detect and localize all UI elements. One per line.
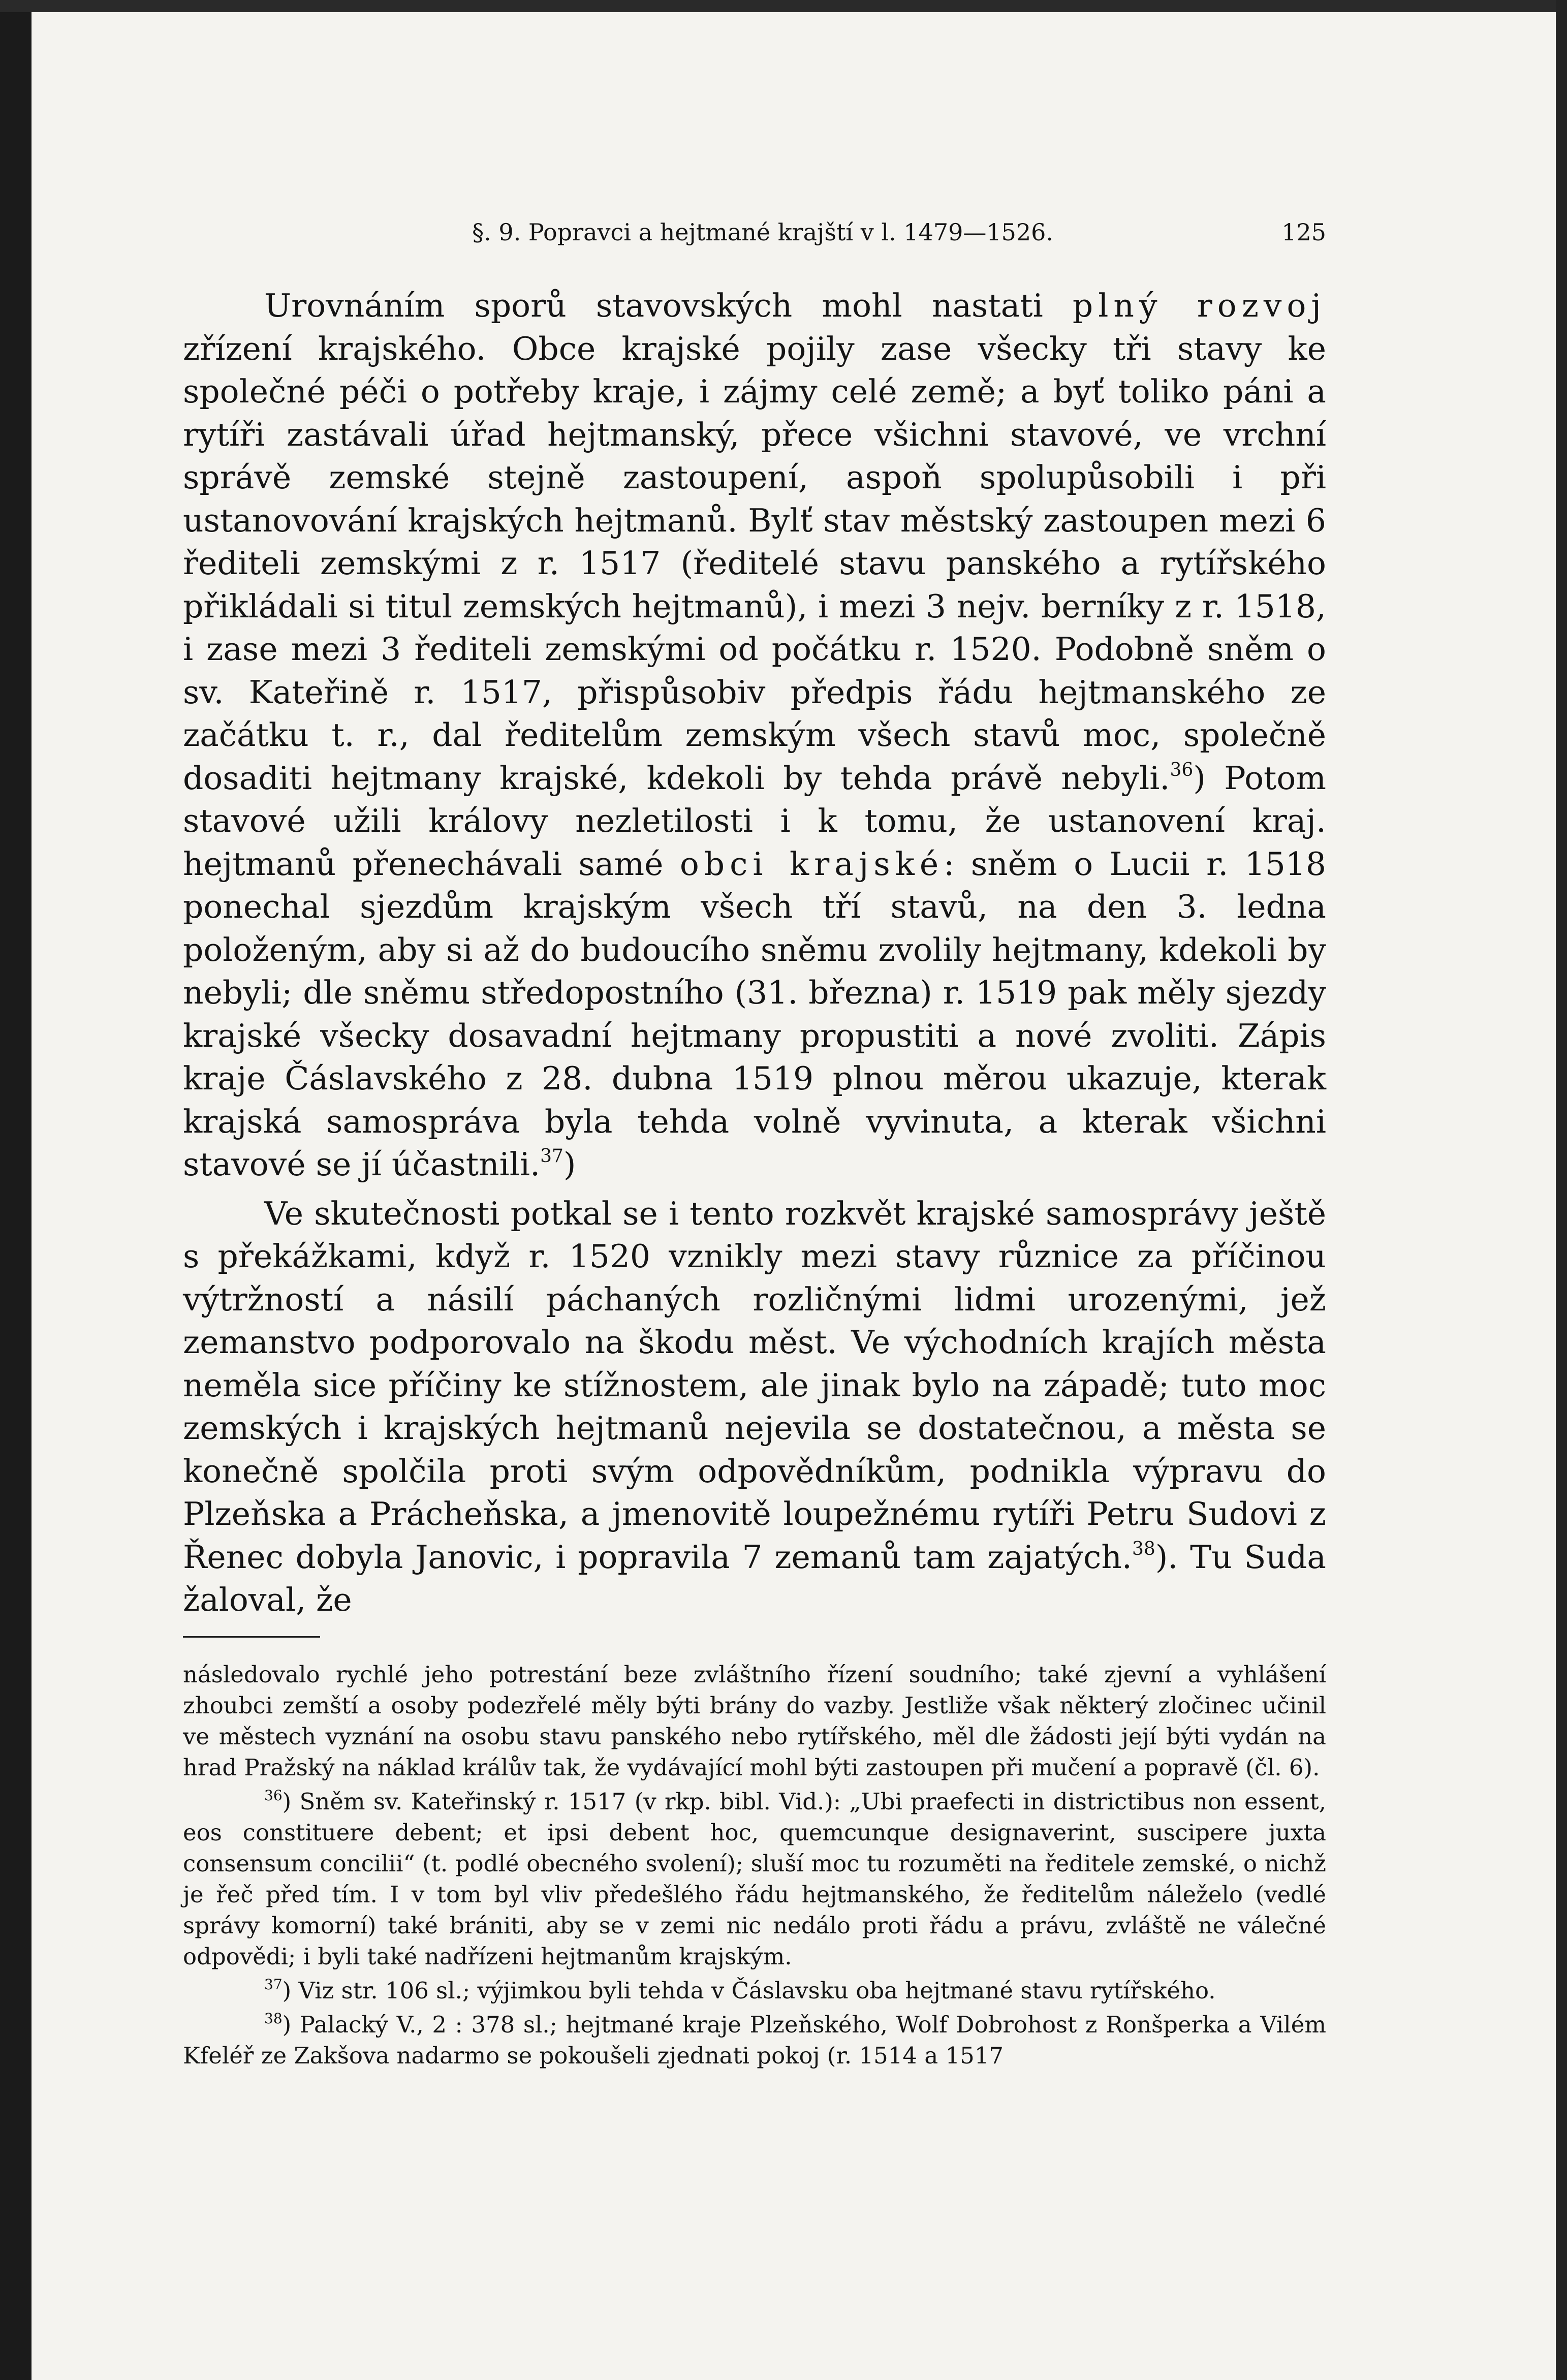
- text-run: ): [563, 1146, 576, 1183]
- footnote-ref: 36: [1170, 759, 1194, 780]
- footnote-mark: 38: [264, 2010, 283, 2027]
- footnote-text: ) Sněm sv. Kateřinský r. 1517 (v rkp. bibl. Vid.): „Ubi praefecti in districtibus non essent, eos constituere debent; et ipsi debent hoc, quemcunque designaverint, suscipere juxta consensum concilii“ (t. podlé obecného svolení); sluší moc tu rozuměti na ředitele zemské, o nichž je řeč před tím. I v tom byl vliv předešlého řádu hejtmanského, že ředitelům náleželo (vedlé správy komorní) také brániti, aby se v zemi nic nedálo proti řádu a právu, zvláště ne válečné odpovědi; i byli také nadřízeni hejtmanům krajským.: [183, 1788, 1326, 1970]
- emphasis-spaced: plný rozvoj: [1072, 287, 1326, 324]
- paragraph: [183, 1193, 1326, 1622]
- footnote-ref: 38: [1132, 1538, 1155, 1559]
- footnote: [183, 1786, 1326, 1972]
- text-run: ) Potom stavové užili královy nezletilosti i k tomu, že ustanovení kraj. hejtmanů přenechávali samé: [183, 759, 1326, 883]
- footnote: [183, 1975, 1326, 2006]
- page-number: 125: [1281, 218, 1326, 246]
- running-header: [183, 218, 1326, 264]
- text-run: Urovnáním sporů stavovských mohl nastati: [264, 287, 1073, 324]
- emphasis-spaced: obci krajské: [679, 845, 944, 883]
- paragraph: [183, 285, 1326, 1186]
- footnote-mark: 37: [264, 1976, 283, 1993]
- footnote-ref: 37: [540, 1146, 563, 1167]
- footnote-continuation: následovalo rychlé jeho potrestání beze zvláštního řízení soudního; také zjevní a vyhlášení zhoubci zemští a osoby podezřelé měly býti brány do vazby. Jestliže však některý zločinec učinil ve městech vyznání na osobu stavu panského nebo rytířského, měl dle žádosti její býti vydán na hrad Pražský na náklad králův tak, že vydávající mohl býti zastoupen při mučení a popravě (čl. 6).: [183, 1661, 1326, 1781]
- scan-border-top: [0, 0, 1567, 12]
- text-run: ). Tu Suda žaloval, že: [183, 1538, 1326, 1618]
- footnote-text: ) Palacký V., 2 : 378 sl.; hejtmané kraje Plzeňského, Wolf Dobrohost z Ronšperka a Vilém Kfeléř ze Zakšova nadarmo se pokoušeli zjednati pokoj (r. 1514 a 1517: [183, 2011, 1326, 2069]
- footnote-separator: [183, 1636, 320, 1638]
- text-run: : sněm o Lucii r. 1518 ponechal sjezdům krajským všech tří stavů, na den 3. ledna položeným, aby si až do budoucího sněmu zvolily hejtmany, kdekoli by nebyli; dle sněmu středopostního (31. března) r. 1519 pak měly sjezdy krajské všecky dosavadní hejtmany propustiti a nové zvoliti. Zápis kraje Čáslavského z 28. dubna 1519 plnou měrou ukazuje, kterak krajská samospráva byla tehda volně vyvinuta, a kterak všichni stavové se jí účastnili.: [183, 845, 1327, 1183]
- scan-border-right: [1556, 0, 1567, 2380]
- footnote-mark: 36: [264, 1787, 283, 1804]
- footnotes: [183, 1659, 1326, 2071]
- text-run: Ve skutečnosti potkal se i tento rozkvět krajské samosprávy ještě s překážkami, když r. 1520 vznikly mezi stavy různice za příčinou výtržností a násilí páchaných rozličnými lidmi urozenými, jež zemanstvo podporovalo na škodu měst. Ve východních krajích města neměla sice příčiny ke stížnostem, ale jinak bylo na západě; tuto moc zemských i krajských hejtmanů nejevila se dostatečnou, a města se konečně spolčila proti svým odpovědníkům, podnikla výpravu do Plzeňska a Prácheňska, a jmenovitě loupežnému rytíři Petru Sudovi z Řenec dobyla Janovic, i popravila 7 zemanů tam zajatých.: [183, 1195, 1326, 1576]
- footnote: [183, 2009, 1326, 2071]
- scan-border-left: [0, 0, 32, 2380]
- page: [183, 218, 1326, 2071]
- running-title: §. 9. Popravci a hejtmané krajští v l. 1479—1526.: [472, 218, 1054, 246]
- main-text: [183, 285, 1326, 1622]
- footnote-text: ) Viz str. 106 sl.; výjimkou byli tehda v Čáslavsku oba hejtmané stavu rytířského.: [282, 1977, 1216, 2004]
- text-run: zřízení krajského. Obce krajské pojily zase všecky tři stavy ke společné péči o potřeby kraje, i zájmy celé země; a byť toliko páni a rytíři zastávali úřad hejtmanský, přece všichni stavové, ve vrchní správě zemské stejně zastoupení, aspoň spolupůsobili i při ustanovování krajských hejtmanů. Bylť stav městský zastoupen mezi 6 řediteli zemskými z r. 1517 (ředitelé stavu panského a rytířského přikládali si titul zemských hejtmanů), i mezi 3 nejv. berníky z r. 1518, i zase mezi 3 řediteli zemskými od počátku r. 1520. Podobně sněm o sv. Kateřině r. 1517, přispůsobiv předpis řádu hejtmanského ze začátku t. r., dal ředitelům zemským všech stavů moc, společně dosaditi hejtmany krajské, kdekoli by tehda právě nebyli.: [183, 330, 1326, 797]
